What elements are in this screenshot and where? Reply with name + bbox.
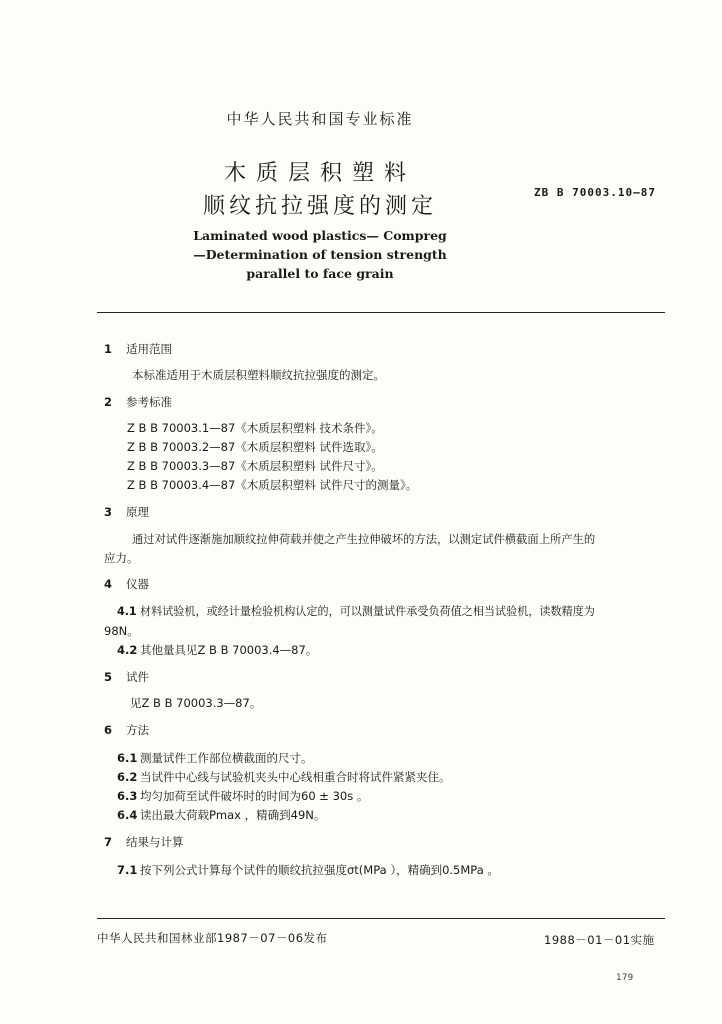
clause-text: 读出最大荷载Pmax ，精确到49N。 xyxy=(140,808,326,822)
clause-number: 4.2 xyxy=(117,643,138,657)
document-title-line2: 顺纹抗拉强度的测定 xyxy=(202,194,437,219)
clause-7-1 xyxy=(117,862,499,878)
clause-text: 按下列公式计算每个试件的顺纹抗拉强度σt(MPa ），精确到0.5MPa 。 xyxy=(140,863,499,877)
english-title-line3: parallel to face grain xyxy=(246,266,394,281)
clause-6-1 xyxy=(117,750,313,766)
reference-item: Z B B 70003.4—87《木质层积塑料 试件尺寸的测量》。 xyxy=(127,478,418,492)
clause-number: 4.1 xyxy=(117,605,137,618)
standard-code: ZB B 70003.10—87 xyxy=(534,186,656,199)
reference-item: Z B B 70003.1—87《木质层积塑料 技术条件》。 xyxy=(127,421,383,435)
clause-number: 6.3 xyxy=(117,789,138,803)
clause-number: 7.1 xyxy=(117,863,138,877)
section-5-heading xyxy=(104,669,149,685)
clause-4-1 xyxy=(117,603,595,619)
clause-text: 测量试件工作部位横截面的尺寸。 xyxy=(140,751,313,765)
section-2-heading xyxy=(104,394,172,410)
page-number: 179 xyxy=(616,973,634,983)
section-title: 参考标准 xyxy=(126,395,172,409)
effective-date: 1988－01－01实施 xyxy=(544,933,655,947)
clause-number: 6.1 xyxy=(117,751,138,765)
clause-number: 6.4 xyxy=(117,808,138,822)
footer-divider xyxy=(97,918,665,919)
section-5-text: 见Z B B 70003.3—87。 xyxy=(130,696,262,710)
clause-number: 6.2 xyxy=(117,770,138,784)
clause-text: 均匀加荷至试件破坏时的时间为60 ± 30s 。 xyxy=(140,789,369,803)
section-title: 适用范围 xyxy=(126,342,172,356)
section-title: 试件 xyxy=(126,670,149,684)
section-3-text-line1: 通过对试件逐渐施加顺纹拉伸荷载并使之产生拉伸破坏的方法，以测定试件横截面上所产生的 xyxy=(132,533,596,546)
section-number: 2 xyxy=(104,395,113,409)
clause-6-3 xyxy=(117,788,368,804)
section-number: 7 xyxy=(104,835,113,849)
clause-text: 其他量具见Z B B 70003.4—87。 xyxy=(140,643,318,657)
section-title: 原理 xyxy=(126,505,149,519)
section-6-heading xyxy=(104,722,149,738)
section-number: 1 xyxy=(104,342,113,356)
section-1-text: 本标准适用于木质层积塑料顺纹抗拉强度的测定。 xyxy=(132,368,385,382)
reference-item: Z B B 70003.2—87《木质层积塑料 试件选取》。 xyxy=(127,440,383,454)
issue-date: 中华人民共和国林业部1987－07－06发布 xyxy=(97,931,328,945)
english-title-line2: —Determination of tension strength xyxy=(193,247,447,262)
section-7-heading xyxy=(104,834,184,850)
section-number: 4 xyxy=(104,577,113,591)
document-title-line1: 木质层积塑料 xyxy=(223,161,416,186)
section-3-heading xyxy=(104,504,149,520)
section-4-heading xyxy=(104,576,149,592)
section-title: 仪器 xyxy=(126,577,149,591)
section-number: 5 xyxy=(104,670,113,684)
section-3-text-line2: 应力。 xyxy=(104,551,139,565)
clause-text: 材料试验机，或经计量检验机构认定的，可以测量试件承受负荷值之相当试验机，读数精度为 xyxy=(140,605,595,618)
clause-4-2 xyxy=(117,642,317,658)
header-divider xyxy=(97,312,665,313)
issuing-authority-header: 中华人民共和国专业标准 xyxy=(226,110,414,128)
section-number: 3 xyxy=(104,505,113,519)
section-title: 方法 xyxy=(126,723,149,737)
clause-6-2 xyxy=(117,769,451,785)
section-1-heading xyxy=(104,341,172,357)
section-title: 结果与计算 xyxy=(126,835,184,849)
section-number: 6 xyxy=(104,723,113,737)
reference-item: Z B B 70003.3—87《木质层积塑料 试件尺寸》。 xyxy=(127,459,383,473)
clause-4-1-continuation: 98N。 xyxy=(104,624,139,638)
clause-6-4 xyxy=(117,807,325,823)
clause-text: 当试件中心线与试验机夹头中心线相重合时将试件紧紧夹住。 xyxy=(140,770,451,784)
english-title-line1: Laminated wood plastics— Compreg xyxy=(193,228,447,243)
